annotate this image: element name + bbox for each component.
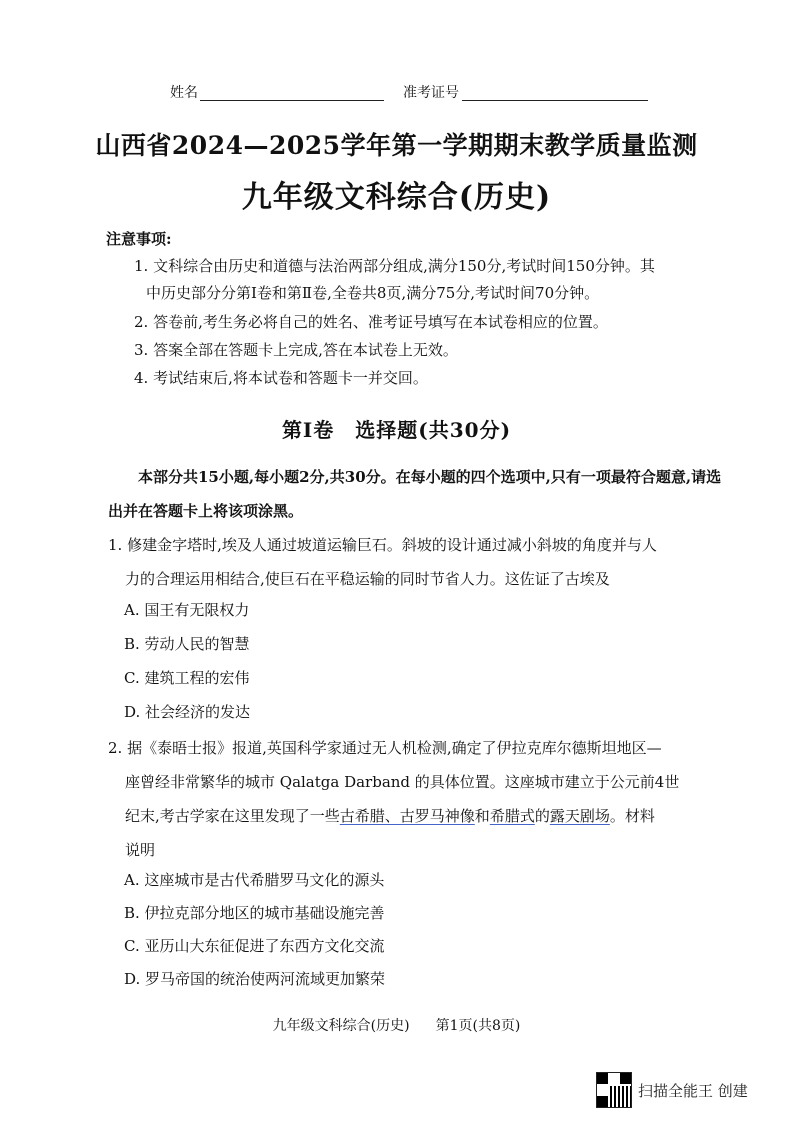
notice-item-1	[134, 253, 754, 307]
candidate-info-fields	[0, 82, 793, 106]
stem-text: 。材料	[609, 807, 655, 825]
page-footer	[0, 1015, 793, 1035]
stem-text: 的	[534, 807, 550, 825]
notice-item-text: 4. 考试结束后,将本试卷和答题卡一并交回。	[134, 369, 428, 387]
name-blank-line	[200, 100, 384, 101]
question-1-option-b: B. 劳动人民的智慧	[124, 635, 250, 653]
exam-id-label: 准考证号	[403, 85, 459, 101]
question-stem-line-4: 说明	[125, 841, 156, 859]
notice-heading: 注意事项:	[106, 230, 172, 248]
scanner-watermark: 扫描全能王 创建	[638, 1082, 748, 1100]
question-stem-line-3	[108, 799, 732, 833]
exam-title: 山西省2024—2025学年第一学期期末教学质量监测	[95, 131, 698, 160]
name-label: 姓名	[170, 85, 198, 101]
notice-item-2	[134, 309, 754, 336]
underlined-phrase: 古希腊、古罗马神像	[339, 807, 475, 825]
question-2-option-a: A. 这座城市是古代希腊罗马文化的源头	[124, 871, 385, 889]
question-1-option-c: C. 建筑工程的宏伟	[124, 669, 250, 687]
notice-item-3	[134, 337, 754, 364]
question-2-option-d: D. 罗马帝国的统治使两河流域更加繁荣	[124, 970, 386, 988]
section-instructions: 本部分共15小题,每小题2分,共30分。在每小题的四个选项中,只有一项最符合题意,请选出并在答题卡上将该项涂黑。	[108, 468, 722, 520]
question-stem-line: 2. 据《泰晤士报》报道,英国科学家通过无人机检测,确定了伊拉克库尔德斯坦地区—	[108, 739, 662, 757]
question-1-stem	[108, 528, 732, 596]
stem-text: 纪末,考古学家在这里发现了一些	[125, 807, 340, 825]
question-1-option-d: D. 社会经济的发达	[124, 703, 251, 721]
question-2-option-c: C. 亚历山大东征促进了东西方文化交流	[124, 937, 385, 955]
notice-item-text: 3. 答案全部在答题卡上完成,答在本试卷上无效。	[134, 341, 458, 359]
notice-item-4	[134, 365, 754, 392]
question-1-option-a: A. 国王有无限权力	[124, 601, 250, 619]
stem-text: 和	[474, 807, 490, 825]
underlined-phrase: 希腊式	[489, 807, 535, 825]
question-stem-line: 座曾经非常繁华的城市 Qalatga Darband 的具体位置。这座城市建立于公元前4世	[125, 773, 680, 791]
exam-id-blank-line	[462, 100, 648, 101]
question-stem-line: 力的合理运用相结合,使巨石在平稳运输的同时节省人力。这佐证了古埃及	[125, 570, 610, 588]
qr-code-icon	[596, 1072, 632, 1108]
section-title: 第Ⅰ卷 选择题(共30分)	[281, 418, 512, 442]
notice-item-text: 2. 答卷前,考生务必将自己的姓名、准考证号填写在本试卷相应的位置。	[134, 313, 608, 331]
footer-subject: 九年级文科综合(历史)	[272, 1018, 410, 1034]
underlined-phrase: 露天剧场	[549, 807, 610, 825]
notice-item-text: 1. 文科综合由历史和道德与法治两部分组成,满分150分,考试时间150分钟。其	[134, 257, 655, 275]
notice-item-text-cont: 中历史部分分第Ⅰ卷和第Ⅱ卷,全卷共8页,满分75分,考试时间70分钟。	[146, 284, 600, 302]
question-2-stem	[108, 731, 732, 867]
question-2-option-b: B. 伊拉克部分地区的城市基础设施完善	[124, 904, 385, 922]
question-stem-line: 1. 修建金字塔时,埃及人通过坡道运输巨石。斜坡的设计通过减小斜坡的角度并与人	[108, 536, 657, 554]
exam-subtitle: 九年级文科综合(历史)	[241, 180, 552, 215]
footer-page-number: 第1页(共8页)	[435, 1018, 521, 1034]
